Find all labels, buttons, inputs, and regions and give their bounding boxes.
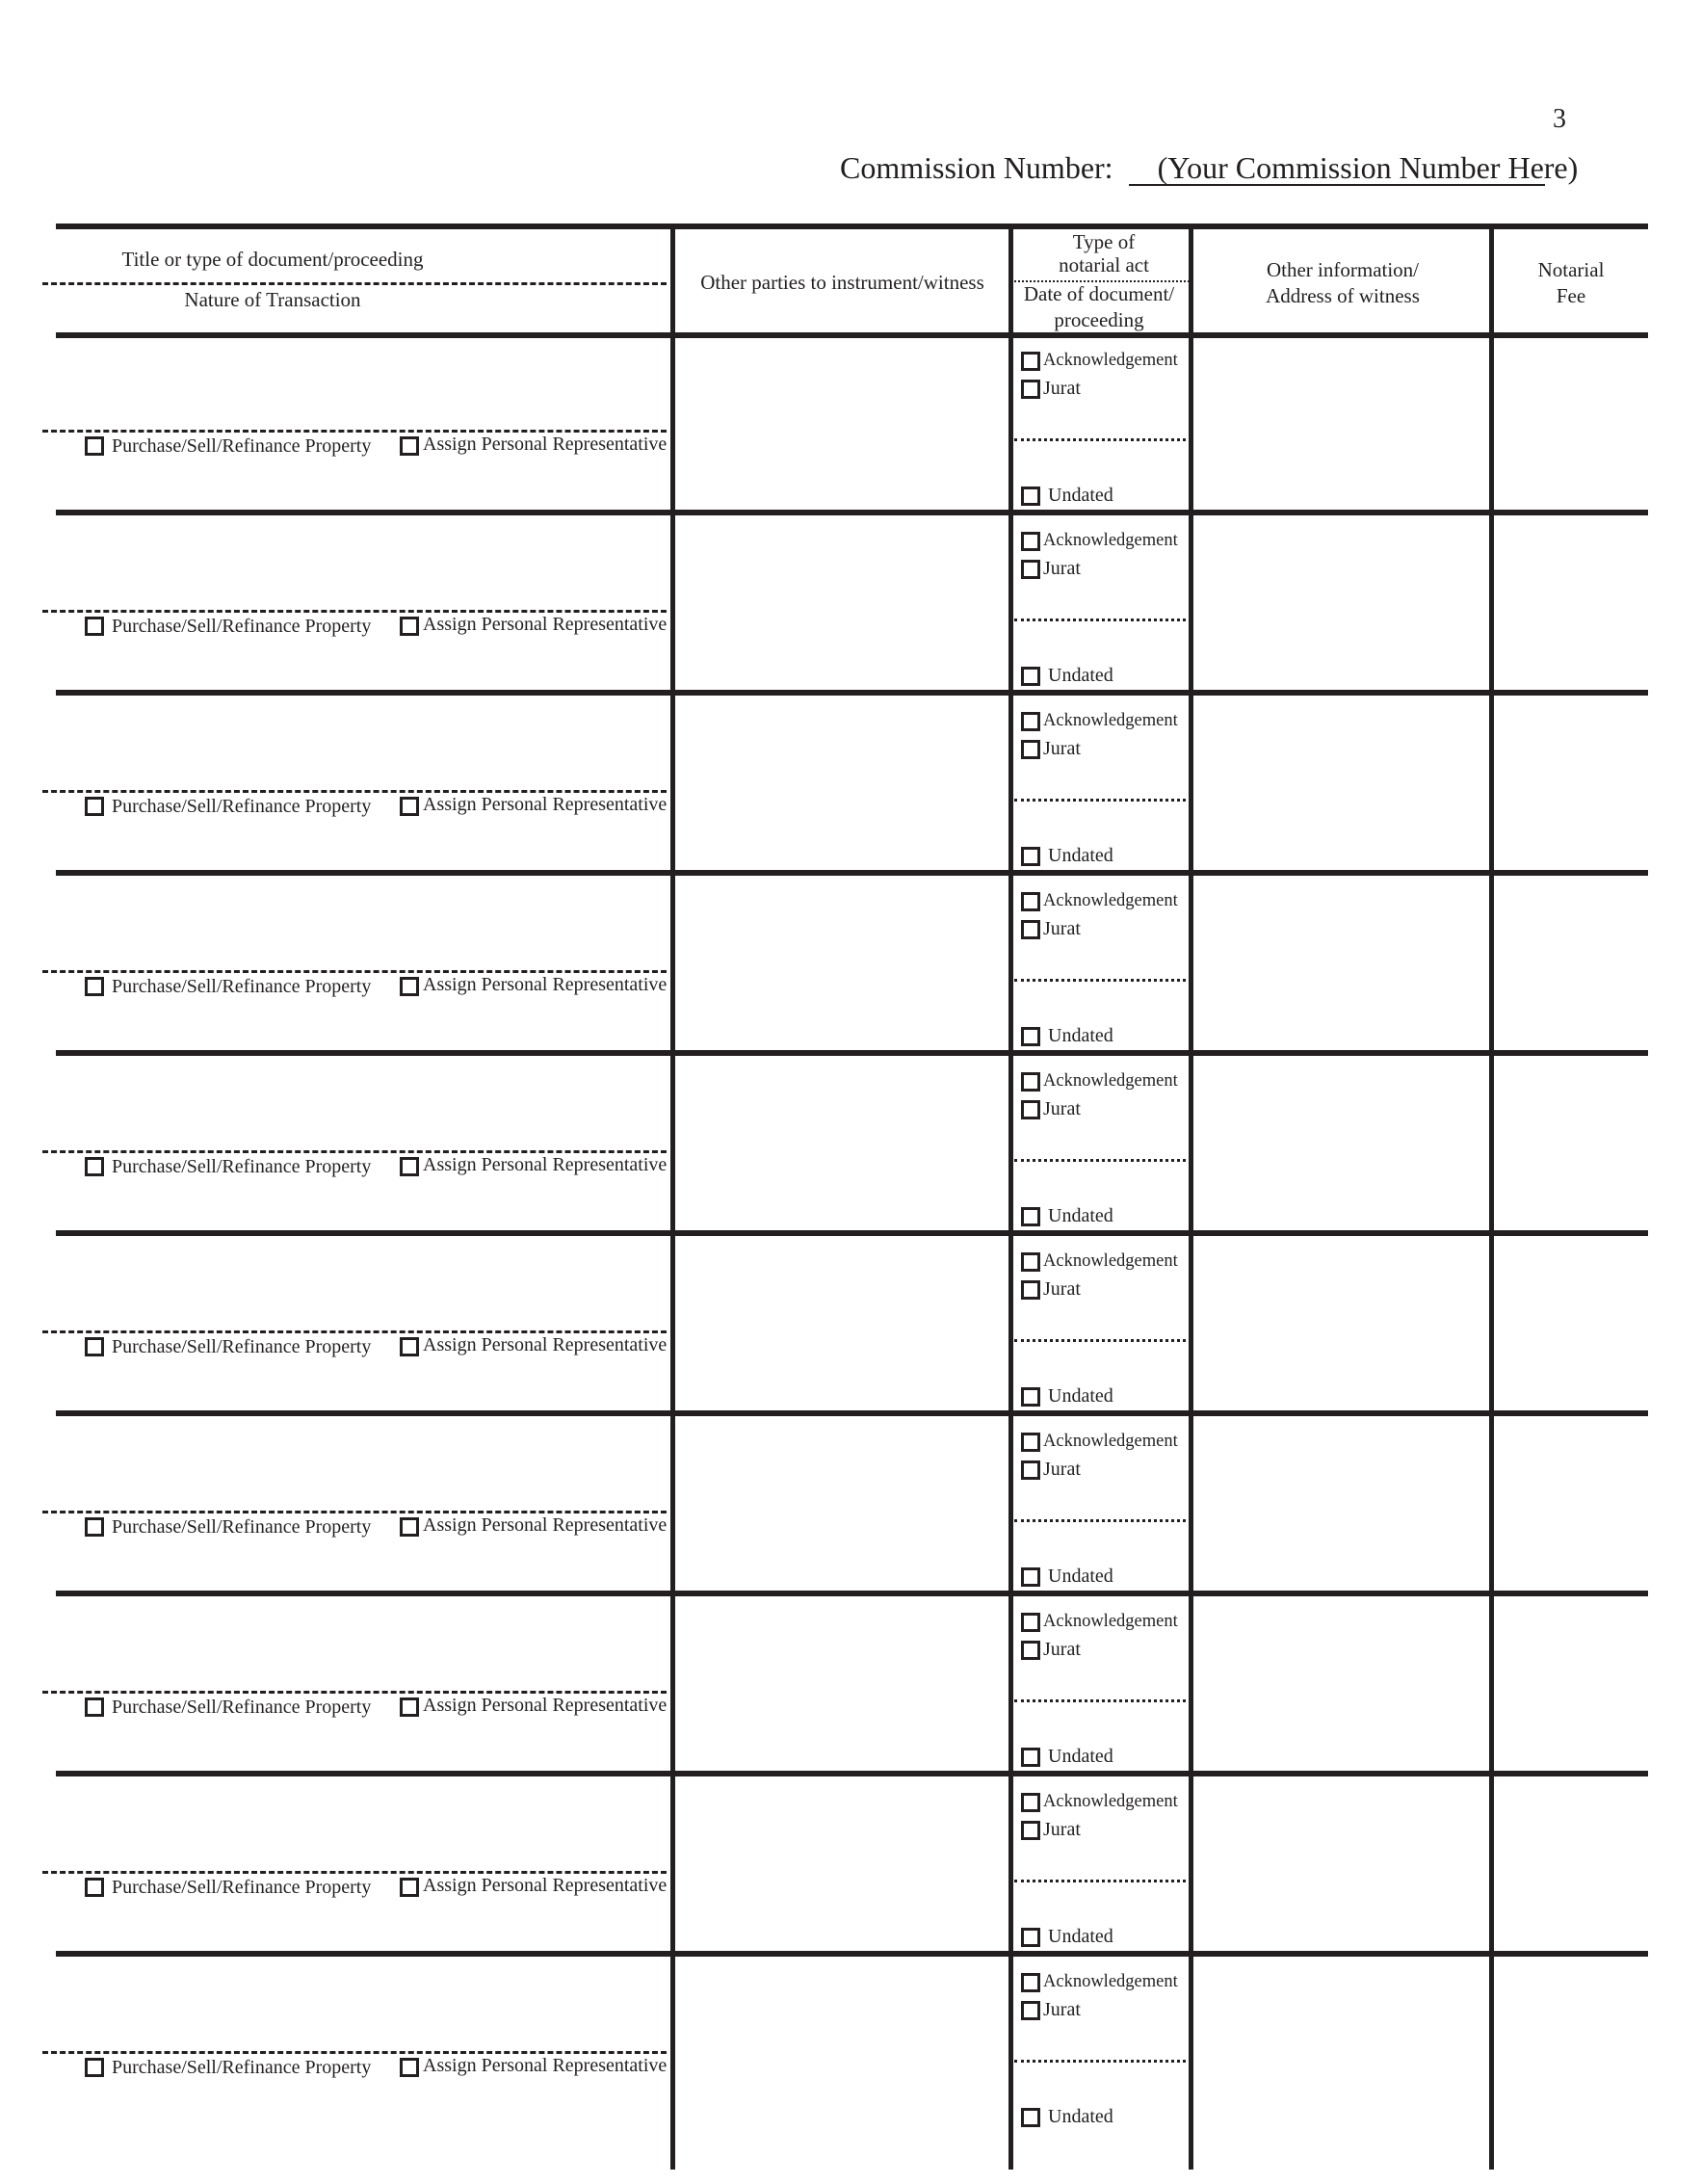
assign-checkbox[interactable] [400, 797, 419, 816]
assign-label: Assign Personal Representative [423, 1695, 668, 1716]
acknowledgement-label: Acknowledgement [1043, 1792, 1178, 1811]
type-date-divider [1014, 1880, 1186, 1882]
jurat-checkbox[interactable] [1021, 1280, 1040, 1300]
title-nature-divider [42, 1871, 667, 1874]
type-date-divider [1014, 1159, 1186, 1162]
purchase-label: Purchase/Sell/Refinance Property [112, 616, 372, 637]
purchase-label: Purchase/Sell/Refinance Property [112, 1156, 372, 1177]
assign-label: Assign Personal Representative [423, 1875, 668, 1896]
header-date-line2: proceeding [1054, 308, 1144, 331]
acknowledgement-label: Acknowledgement [1043, 1972, 1178, 1991]
acknowledgement-checkbox[interactable] [1021, 532, 1040, 551]
header-other [1193, 257, 1492, 309]
undated-label: Undated [1048, 2106, 1113, 2127]
table-top-border [56, 224, 1648, 229]
title-nature-divider [42, 430, 667, 433]
purchase-checkbox[interactable] [85, 436, 104, 456]
purchase-checkbox[interactable] [85, 1697, 104, 1717]
title-nature-divider [42, 790, 667, 793]
title-nature-divider [42, 970, 667, 973]
jurat-checkbox[interactable] [1021, 1821, 1040, 1840]
assign-label: Assign Personal Representative [423, 434, 668, 455]
purchase-label: Purchase/Sell/Refinance Property [112, 435, 372, 457]
assign-label: Assign Personal Representative [423, 794, 668, 815]
title-nature-divider [42, 1691, 667, 1694]
assign-label: Assign Personal Representative [423, 974, 668, 995]
jurat-checkbox[interactable] [1021, 1100, 1040, 1119]
assign-label: Assign Personal Representative [423, 2055, 668, 2076]
jurat-checkbox[interactable] [1021, 1641, 1040, 1660]
commission-label: Commission Number: [840, 150, 1113, 185]
acknowledgement-checkbox[interactable] [1021, 352, 1040, 371]
acknowledgement-label: Acknowledgement [1043, 351, 1178, 370]
acknowledgement-checkbox[interactable] [1021, 1072, 1040, 1092]
jurat-label: Jurat [1043, 1278, 1081, 1300]
undated-checkbox[interactable] [1021, 847, 1040, 866]
jurat-checkbox[interactable] [1021, 380, 1040, 399]
table-row [0, 1596, 1702, 1776]
type-date-divider [1014, 1699, 1186, 1702]
undated-checkbox[interactable] [1021, 667, 1040, 686]
header-other-line2: Address of witness [1266, 284, 1420, 307]
undated-label: Undated [1048, 1385, 1113, 1407]
page-number: 3 [1553, 104, 1566, 134]
header-type [1014, 229, 1193, 278]
jurat-label: Jurat [1043, 378, 1081, 399]
purchase-checkbox[interactable] [85, 617, 104, 636]
undated-checkbox[interactable] [1021, 1567, 1040, 1587]
header-title: Title or type of document/proceeding [121, 248, 424, 271]
commission-line [840, 150, 1579, 186]
jurat-checkbox[interactable] [1021, 740, 1040, 759]
type-date-divider [1014, 2060, 1186, 2063]
purchase-label: Purchase/Sell/Refinance Property [112, 976, 372, 997]
jurat-label: Jurat [1043, 1999, 1081, 2020]
purchase-checkbox[interactable] [85, 1878, 104, 1897]
jurat-label: Jurat [1043, 1639, 1081, 1660]
jurat-label: Jurat [1043, 1459, 1081, 1480]
acknowledgement-checkbox[interactable] [1021, 1793, 1040, 1812]
assign-label: Assign Personal Representative [423, 1514, 668, 1536]
jurat-label: Jurat [1043, 1098, 1081, 1119]
acknowledgement-checkbox[interactable] [1021, 1613, 1040, 1632]
jurat-label: Jurat [1043, 558, 1081, 579]
jurat-checkbox[interactable] [1021, 560, 1040, 579]
header-other-line1: Other information/ [1266, 258, 1420, 281]
assign-label: Assign Personal Representative [423, 1334, 668, 1355]
undated-label: Undated [1048, 665, 1113, 686]
undated-label: Undated [1048, 1025, 1113, 1046]
acknowledgement-label: Acknowledgement [1043, 1071, 1178, 1091]
purchase-label: Purchase/Sell/Refinance Property [112, 1336, 372, 1357]
table-row [0, 1776, 1702, 1957]
assign-label: Assign Personal Representative [423, 1154, 668, 1175]
acknowledgement-checkbox[interactable] [1021, 892, 1040, 911]
type-date-divider [1014, 979, 1186, 982]
table-row [0, 696, 1702, 876]
table-row [0, 335, 1702, 515]
assign-checkbox[interactable] [400, 1337, 419, 1356]
purchase-checkbox[interactable] [85, 1517, 104, 1537]
title-nature-divider [42, 610, 667, 613]
table-row [0, 1416, 1702, 1596]
acknowledgement-label: Acknowledgement [1043, 531, 1178, 550]
commission-number-field[interactable]: (Your Commission Number Here) [1129, 151, 1545, 186]
type-date-divider [1014, 1339, 1186, 1342]
undated-label: Undated [1048, 1926, 1113, 1947]
table-row [0, 1236, 1702, 1416]
header-fee-line2: Fee [1556, 284, 1586, 307]
header-nature: Nature of Transaction [184, 288, 361, 311]
undated-checkbox[interactable] [1021, 1748, 1040, 1767]
header-dashed-divider [42, 282, 667, 285]
purchase-checkbox[interactable] [85, 797, 104, 816]
undated-checkbox[interactable] [1021, 1928, 1040, 1947]
table-row [0, 876, 1702, 1056]
purchase-label: Purchase/Sell/Refinance Property [112, 796, 372, 817]
assign-checkbox[interactable] [400, 1157, 419, 1176]
type-date-divider [1014, 799, 1186, 802]
acknowledgement-label: Acknowledgement [1043, 1612, 1178, 1631]
type-date-divider [1014, 618, 1186, 621]
table-row [0, 1957, 1702, 2137]
acknowledgement-checkbox[interactable] [1021, 1973, 1040, 1992]
header-parties: Other parties to instrument/witness [700, 271, 984, 294]
acknowledgement-label: Acknowledgement [1043, 1432, 1178, 1451]
table-row [0, 515, 1702, 696]
type-date-divider [1014, 1519, 1186, 1522]
assign-label: Assign Personal Representative [423, 614, 668, 635]
undated-label: Undated [1048, 1566, 1113, 1587]
assign-checkbox[interactable] [400, 1697, 419, 1717]
undated-label: Undated [1048, 845, 1113, 866]
acknowledgement-label: Acknowledgement [1043, 891, 1178, 910]
header-date-line1: Date of document/ [1023, 282, 1175, 305]
acknowledgement-checkbox[interactable] [1021, 1252, 1040, 1272]
undated-label: Undated [1048, 485, 1113, 506]
undated-checkbox[interactable] [1021, 1387, 1040, 1407]
assign-checkbox[interactable] [400, 1878, 419, 1897]
assign-checkbox[interactable] [400, 1517, 419, 1537]
header-date [1009, 281, 1189, 333]
header-type-line2: notarial act [1059, 253, 1149, 276]
assign-checkbox[interactable] [400, 436, 419, 456]
undated-checkbox[interactable] [1021, 1027, 1040, 1046]
title-nature-divider [42, 1511, 667, 1513]
acknowledgement-label: Acknowledgement [1043, 1251, 1178, 1271]
purchase-label: Purchase/Sell/Refinance Property [112, 1877, 372, 1898]
jurat-checkbox[interactable] [1021, 2001, 1040, 2020]
purchase-checkbox[interactable] [85, 1157, 104, 1176]
header-fee-line1: Notarial [1537, 258, 1605, 281]
title-nature-divider [42, 1150, 667, 1153]
jurat-label: Jurat [1043, 918, 1081, 939]
type-date-divider [1014, 438, 1186, 441]
assign-checkbox[interactable] [400, 977, 419, 996]
undated-label: Undated [1048, 1205, 1113, 1226]
assign-checkbox[interactable] [400, 617, 419, 636]
purchase-label: Purchase/Sell/Refinance Property [112, 2057, 372, 2078]
jurat-checkbox[interactable] [1021, 1460, 1040, 1480]
jurat-checkbox[interactable] [1021, 920, 1040, 939]
purchase-checkbox[interactable] [85, 2058, 104, 2077]
purchase-label: Purchase/Sell/Refinance Property [112, 1697, 372, 1718]
title-nature-divider [42, 1330, 667, 1333]
purchase-label: Purchase/Sell/Refinance Property [112, 1516, 372, 1538]
undated-label: Undated [1048, 1746, 1113, 1767]
header-fee [1494, 257, 1648, 309]
undated-checkbox[interactable] [1021, 2108, 1040, 2127]
acknowledgement-label: Acknowledgement [1043, 711, 1178, 730]
table-row [0, 1056, 1702, 1236]
header-type-line1: Type of [1072, 230, 1136, 253]
purchase-checkbox[interactable] [85, 977, 104, 996]
title-nature-divider [42, 2051, 667, 2054]
undated-checkbox[interactable] [1021, 1207, 1040, 1226]
jurat-label: Jurat [1043, 1819, 1081, 1840]
purchase-checkbox[interactable] [85, 1337, 104, 1356]
acknowledgement-checkbox[interactable] [1021, 712, 1040, 731]
acknowledgement-checkbox[interactable] [1021, 1433, 1040, 1452]
assign-checkbox[interactable] [400, 2058, 419, 2077]
undated-checkbox[interactable] [1021, 487, 1040, 506]
jurat-label: Jurat [1043, 738, 1081, 759]
